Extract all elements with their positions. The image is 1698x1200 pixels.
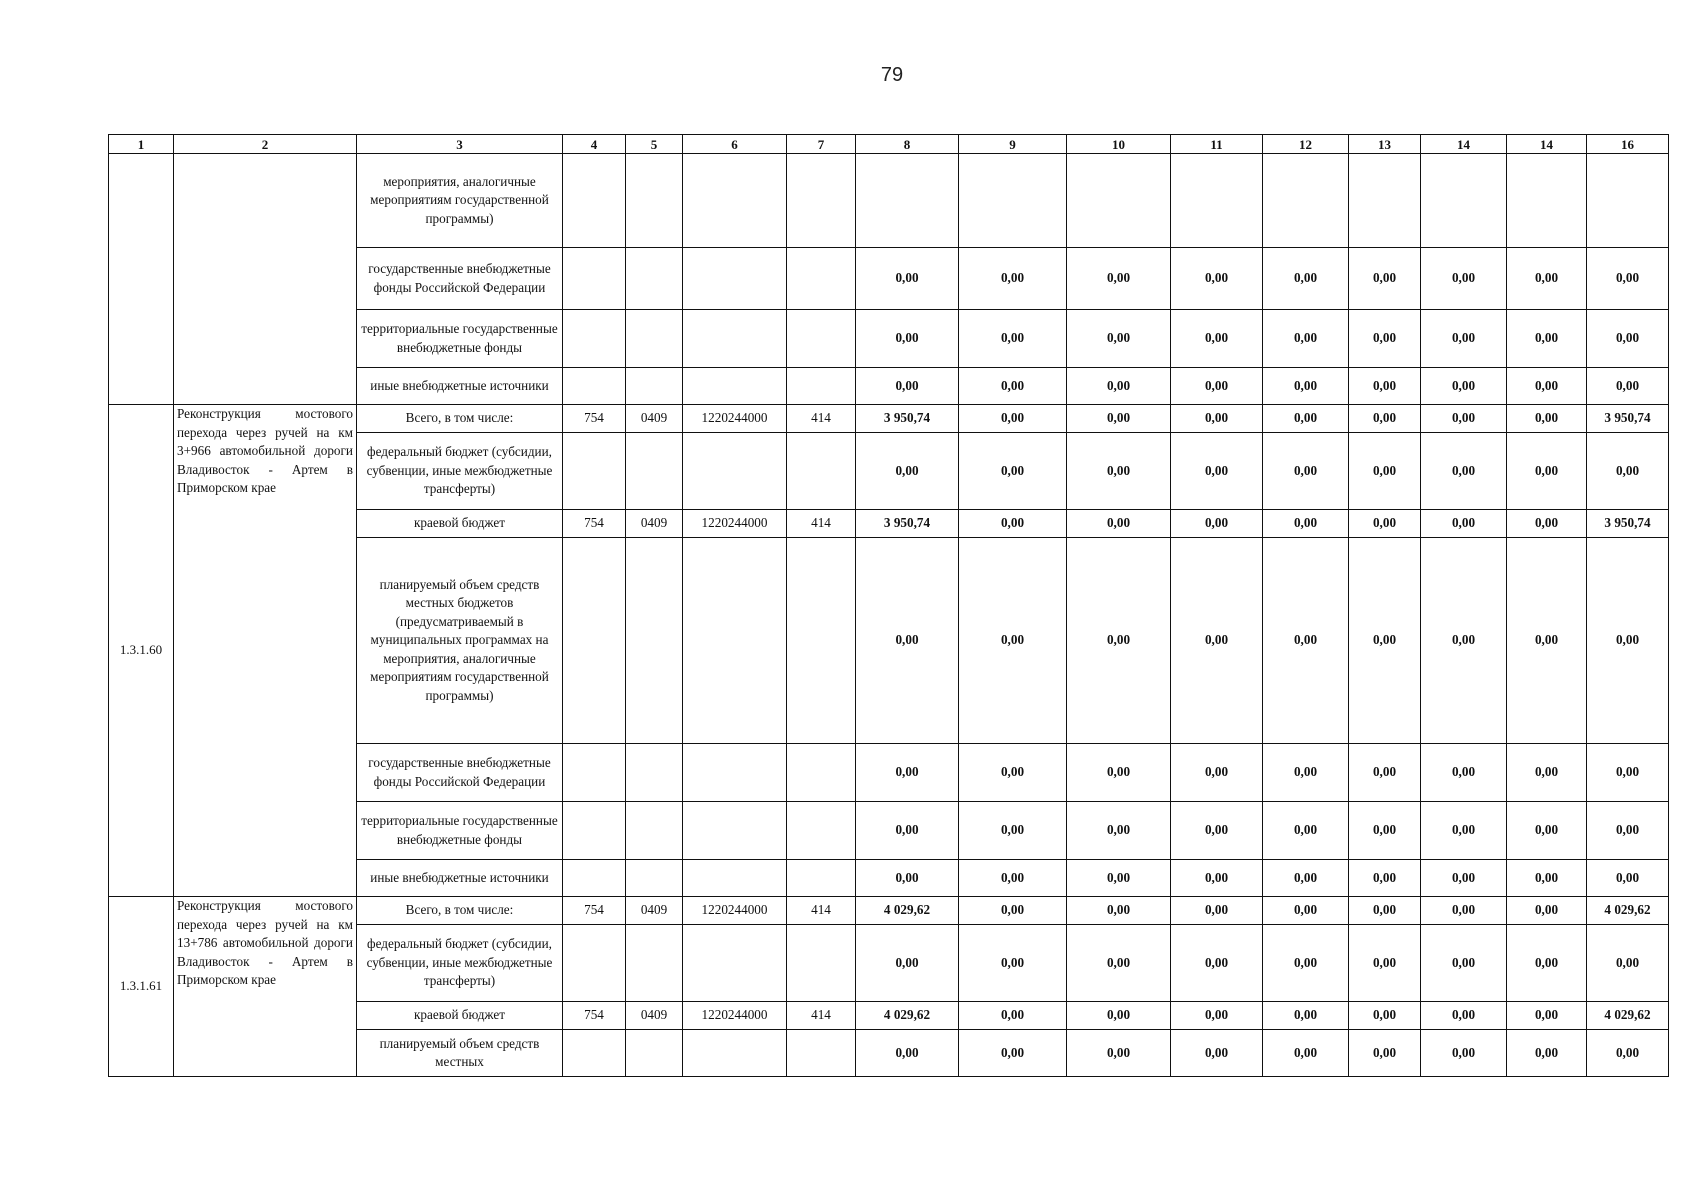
value-cell: 0,00 (1067, 368, 1171, 405)
code-cell (787, 310, 856, 368)
value-cell: 0,00 (1263, 248, 1349, 310)
value-cell: 0,00 (1507, 897, 1587, 925)
code-cell: 0409 (626, 897, 683, 925)
value-cell: 0,00 (959, 860, 1067, 897)
value-cell: 0,00 (1263, 860, 1349, 897)
value-cell: 0,00 (1349, 433, 1421, 510)
column-header: 9 (959, 135, 1067, 154)
column-header: 12 (1263, 135, 1349, 154)
code-cell (683, 154, 787, 248)
code-cell: 1220244000 (683, 897, 787, 925)
source-label: государственные внебюджетные фонды Российской Федерации (357, 248, 563, 310)
value-cell: 0,00 (1421, 744, 1507, 802)
value-cell: 0,00 (1349, 744, 1421, 802)
value-cell (1587, 154, 1669, 248)
value-cell: 0,00 (1171, 405, 1263, 433)
source-label: территориальные государственные внебюджетные фонды (357, 802, 563, 860)
value-cell: 4 029,62 (856, 897, 959, 925)
value-cell: 0,00 (1421, 510, 1507, 538)
value-cell: 0,00 (1067, 405, 1171, 433)
value-cell: 0,00 (1421, 248, 1507, 310)
value-cell: 0,00 (1349, 310, 1421, 368)
column-header: 13 (1349, 135, 1421, 154)
value-cell: 0,00 (1067, 802, 1171, 860)
value-cell: 0,00 (959, 538, 1067, 744)
table-row (109, 405, 1669, 433)
code-cell (683, 860, 787, 897)
code-cell (563, 925, 626, 1002)
value-cell: 0,00 (1171, 368, 1263, 405)
header-row (109, 135, 1669, 154)
value-cell: 0,00 (1171, 433, 1263, 510)
code-cell (563, 1030, 626, 1077)
code-cell (787, 860, 856, 897)
column-header: 3 (357, 135, 563, 154)
source-label: государственные внебюджетные фонды Российской Федерации (357, 744, 563, 802)
value-cell: 0,00 (1421, 310, 1507, 368)
value-cell: 0,00 (1171, 1002, 1263, 1030)
value-cell: 0,00 (1263, 1002, 1349, 1030)
value-cell: 0,00 (1587, 310, 1669, 368)
value-cell: 0,00 (1421, 1002, 1507, 1030)
value-cell: 0,00 (1067, 248, 1171, 310)
source-label: федеральный бюджет (субсидии, субвенции, иные межбюджетные трансферты) (357, 925, 563, 1002)
value-cell: 0,00 (1171, 802, 1263, 860)
value-cell: 0,00 (1067, 860, 1171, 897)
value-cell: 0,00 (1067, 538, 1171, 744)
value-cell: 0,00 (1421, 368, 1507, 405)
value-cell: 4 029,62 (856, 1002, 959, 1030)
source-label: краевой бюджет (357, 1002, 563, 1030)
column-header: 16 (1587, 135, 1669, 154)
code-cell: 0409 (626, 1002, 683, 1030)
code-cell (563, 860, 626, 897)
value-cell: 0,00 (856, 802, 959, 860)
value-cell: 0,00 (856, 368, 959, 405)
value-cell: 0,00 (1587, 802, 1669, 860)
value-cell: 0,00 (1067, 744, 1171, 802)
source-label: иные внебюджетные источники (357, 860, 563, 897)
value-cell: 0,00 (1263, 925, 1349, 1002)
item-index: 1.3.1.61 (109, 897, 174, 1077)
code-cell (563, 154, 626, 248)
value-cell (1171, 154, 1263, 248)
value-cell: 0,00 (856, 248, 959, 310)
value-cell: 0,00 (1263, 538, 1349, 744)
value-cell: 0,00 (1349, 860, 1421, 897)
value-cell: 0,00 (1171, 925, 1263, 1002)
code-cell (787, 368, 856, 405)
code-cell (787, 744, 856, 802)
value-cell: 0,00 (1067, 1002, 1171, 1030)
value-cell: 0,00 (959, 802, 1067, 860)
value-cell: 0,00 (1587, 744, 1669, 802)
code-cell: 754 (563, 897, 626, 925)
value-cell: 0,00 (1171, 860, 1263, 897)
value-cell: 0,00 (1587, 1030, 1669, 1077)
source-label: краевой бюджет (357, 510, 563, 538)
value-cell (1067, 154, 1171, 248)
column-header: 1 (109, 135, 174, 154)
code-cell (563, 310, 626, 368)
value-cell: 0,00 (856, 538, 959, 744)
value-cell: 0,00 (1507, 510, 1587, 538)
value-cell: 0,00 (856, 860, 959, 897)
value-cell: 0,00 (1349, 510, 1421, 538)
value-cell: 0,00 (1171, 510, 1263, 538)
column-header: 8 (856, 135, 959, 154)
value-cell: 0,00 (1263, 1030, 1349, 1077)
code-cell (683, 538, 787, 744)
code-cell (683, 368, 787, 405)
value-cell: 3 950,74 (856, 510, 959, 538)
value-cell: 0,00 (1421, 860, 1507, 897)
source-label: иные внебюджетные источники (357, 368, 563, 405)
value-cell (1349, 154, 1421, 248)
code-cell (626, 744, 683, 802)
value-cell: 0,00 (959, 310, 1067, 368)
column-header: 5 (626, 135, 683, 154)
code-cell (626, 1030, 683, 1077)
code-cell (626, 154, 683, 248)
value-cell: 0,00 (959, 744, 1067, 802)
value-cell: 0,00 (1349, 897, 1421, 925)
value-cell: 0,00 (1421, 897, 1507, 925)
value-cell: 0,00 (1349, 1030, 1421, 1077)
value-cell: 0,00 (1171, 1030, 1263, 1077)
value-cell: 0,00 (1507, 802, 1587, 860)
code-cell (787, 925, 856, 1002)
value-cell: 0,00 (1507, 433, 1587, 510)
page-number: 79 (880, 64, 904, 86)
source-label: Всего, в том числе: (357, 897, 563, 925)
code-cell: 1220244000 (683, 405, 787, 433)
value-cell: 0,00 (1587, 925, 1669, 1002)
code-cell: 754 (563, 405, 626, 433)
code-cell (787, 433, 856, 510)
value-cell: 0,00 (959, 368, 1067, 405)
item-name: Реконструкция мостового перехода через ручей на км 3+966 автомобильной дороги Владивосток - Артем в Приморском крае (174, 405, 357, 897)
value-cell: 0,00 (1067, 897, 1171, 925)
value-cell: 0,00 (856, 433, 959, 510)
value-cell: 0,00 (1067, 510, 1171, 538)
value-cell: 0,00 (1067, 433, 1171, 510)
value-cell: 0,00 (1349, 405, 1421, 433)
value-cell: 0,00 (1507, 925, 1587, 1002)
code-cell (683, 744, 787, 802)
code-cell: 754 (563, 510, 626, 538)
code-cell (683, 925, 787, 1002)
code-cell (563, 433, 626, 510)
value-cell: 0,00 (1263, 405, 1349, 433)
code-cell (563, 744, 626, 802)
code-cell (626, 310, 683, 368)
value-cell: 0,00 (856, 310, 959, 368)
code-cell: 1220244000 (683, 510, 787, 538)
item-index: 1.3.1.60 (109, 405, 174, 897)
item-name: Реконструкция мостового перехода через ручей на км 13+786 автомобильной дороги Владивосток - Артем в Приморском крае (174, 897, 357, 1077)
value-cell: 0,00 (1507, 744, 1587, 802)
code-cell (626, 248, 683, 310)
value-cell: 0,00 (1263, 433, 1349, 510)
source-label: планируемый объем средств местных бюджетов (предусматриваемый в муниципальных программах на мероприятия, аналогичные мероприятиям государственной программы) (357, 538, 563, 744)
value-cell: 0,00 (1171, 248, 1263, 310)
source-label: федеральный бюджет (субсидии, субвенции, иные межбюджетные трансферты) (357, 433, 563, 510)
name-cell-empty (174, 154, 357, 405)
value-cell: 0,00 (1587, 860, 1669, 897)
value-cell (1421, 154, 1507, 248)
code-cell: 414 (787, 405, 856, 433)
code-cell (563, 538, 626, 744)
value-cell: 0,00 (1263, 510, 1349, 538)
code-cell (626, 802, 683, 860)
value-cell: 0,00 (1507, 248, 1587, 310)
code-cell (683, 802, 787, 860)
value-cell: 0,00 (1507, 538, 1587, 744)
value-cell: 0,00 (959, 1030, 1067, 1077)
value-cell: 0,00 (1507, 1002, 1587, 1030)
code-cell (787, 538, 856, 744)
value-cell: 0,00 (1349, 368, 1421, 405)
value-cell: 0,00 (1587, 248, 1669, 310)
value-cell: 0,00 (1067, 310, 1171, 368)
value-cell: 0,00 (959, 897, 1067, 925)
code-cell (787, 248, 856, 310)
value-cell (1263, 154, 1349, 248)
value-cell: 0,00 (1171, 310, 1263, 368)
code-cell (787, 154, 856, 248)
value-cell: 0,00 (959, 1002, 1067, 1030)
value-cell: 0,00 (1263, 897, 1349, 925)
code-cell: 0409 (626, 405, 683, 433)
value-cell: 0,00 (1507, 405, 1587, 433)
code-cell (683, 433, 787, 510)
code-cell: 414 (787, 510, 856, 538)
value-cell: 3 950,74 (856, 405, 959, 433)
code-cell: 754 (563, 1002, 626, 1030)
value-cell: 0,00 (1067, 925, 1171, 1002)
value-cell: 0,00 (1507, 1030, 1587, 1077)
value-cell: 0,00 (1587, 538, 1669, 744)
value-cell: 0,00 (1507, 310, 1587, 368)
column-header: 14 (1507, 135, 1587, 154)
value-cell: 0,00 (1421, 405, 1507, 433)
code-cell (626, 925, 683, 1002)
table-row (109, 897, 1669, 925)
value-cell: 0,00 (959, 925, 1067, 1002)
code-cell (626, 368, 683, 405)
value-cell: 0,00 (1587, 433, 1669, 510)
value-cell: 0,00 (959, 510, 1067, 538)
value-cell: 0,00 (1349, 925, 1421, 1002)
code-cell (787, 802, 856, 860)
value-cell: 0,00 (1263, 368, 1349, 405)
value-cell: 0,00 (959, 248, 1067, 310)
source-label: мероприятия, аналогичные мероприятиям государственной программы) (357, 154, 563, 248)
source-label: территориальные государственные внебюджетные фонды (357, 310, 563, 368)
value-cell: 0,00 (1171, 744, 1263, 802)
source-label: планируемый объем средств местных (357, 1030, 563, 1077)
code-cell (683, 1030, 787, 1077)
value-cell (959, 154, 1067, 248)
value-cell: 0,00 (1507, 860, 1587, 897)
value-cell: 0,00 (1421, 538, 1507, 744)
code-cell: 1220244000 (683, 1002, 787, 1030)
code-cell: 414 (787, 1002, 856, 1030)
value-cell: 0,00 (1421, 802, 1507, 860)
index-cell-empty (109, 154, 174, 405)
value-cell: 0,00 (1507, 368, 1587, 405)
code-cell: 0409 (626, 510, 683, 538)
source-label: Всего, в том числе: (357, 405, 563, 433)
value-cell: 0,00 (1171, 897, 1263, 925)
code-cell (563, 248, 626, 310)
column-header: 11 (1171, 135, 1263, 154)
code-cell (626, 860, 683, 897)
code-cell: 414 (787, 897, 856, 925)
value-cell: 0,00 (1263, 310, 1349, 368)
value-cell: 0,00 (1171, 538, 1263, 744)
value-cell: 0,00 (856, 925, 959, 1002)
column-header: 6 (683, 135, 787, 154)
value-cell: 0,00 (959, 433, 1067, 510)
value-cell: 3 950,74 (1587, 405, 1669, 433)
value-cell: 0,00 (856, 744, 959, 802)
value-cell: 0,00 (1349, 802, 1421, 860)
code-cell (626, 538, 683, 744)
value-cell: 0,00 (1349, 538, 1421, 744)
value-cell: 0,00 (1349, 248, 1421, 310)
column-header: 14 (1421, 135, 1507, 154)
code-cell (683, 248, 787, 310)
value-cell (1507, 154, 1587, 248)
code-cell (563, 368, 626, 405)
value-cell: 4 029,62 (1587, 897, 1669, 925)
code-cell (563, 802, 626, 860)
value-cell: 3 950,74 (1587, 510, 1669, 538)
value-cell: 0,00 (1263, 802, 1349, 860)
value-cell: 0,00 (1421, 925, 1507, 1002)
value-cell: 0,00 (1421, 433, 1507, 510)
column-header: 4 (563, 135, 626, 154)
value-cell: 0,00 (959, 405, 1067, 433)
value-cell: 0,00 (1067, 1030, 1171, 1077)
value-cell: 0,00 (1349, 1002, 1421, 1030)
value-cell: 0,00 (1421, 1030, 1507, 1077)
column-header: 10 (1067, 135, 1171, 154)
code-cell (787, 1030, 856, 1077)
value-cell: 4 029,62 (1587, 1002, 1669, 1030)
value-cell: 0,00 (856, 1030, 959, 1077)
value-cell (856, 154, 959, 248)
code-cell (626, 433, 683, 510)
column-header: 2 (174, 135, 357, 154)
code-cell (683, 310, 787, 368)
table-row (109, 154, 1669, 248)
value-cell: 0,00 (1587, 368, 1669, 405)
value-cell: 0,00 (1263, 744, 1349, 802)
column-header: 7 (787, 135, 856, 154)
budget-table (108, 134, 1669, 1077)
